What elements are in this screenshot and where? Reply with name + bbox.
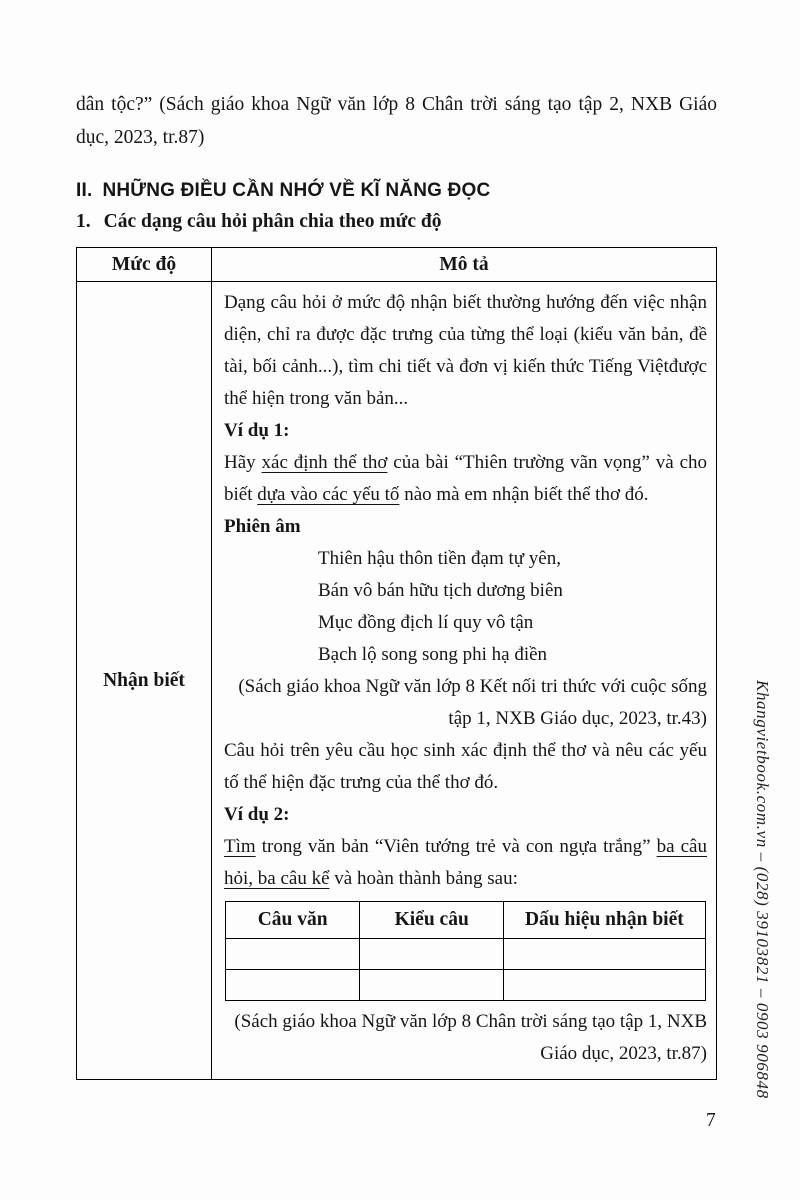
table-row <box>77 282 717 1080</box>
description-cell <box>212 282 717 1080</box>
subsection-number: 1. <box>76 211 91 232</box>
example2-label: Ví dụ 2: <box>224 804 290 825</box>
page-number: 7 <box>706 1110 716 1131</box>
analysis-text: Câu hỏi trên yêu cầu học sinh xác định thể thơ và nêu các yếu tố thể hiện đặc trưng của thể thơ đó. <box>224 740 707 793</box>
example2-text <box>224 831 707 895</box>
empty-cell <box>504 970 705 1001</box>
column-header-description: Mô tả <box>212 248 717 282</box>
empty-cell <box>360 970 504 1001</box>
sentence-types-table <box>225 901 706 1001</box>
poem-line-2: Bán vô bán hữu tịch dương biên <box>318 580 563 601</box>
poem-line-3: Mục đồng địch lí quy vô tận <box>318 612 534 633</box>
source-citation-1: (Sách giáo khoa Ngữ văn lớp 8 Kết nối tri thức với cuộc sống tập 1, NXB Giáo dục, 2023, tr.43) <box>238 676 707 729</box>
inner-column-header-type: Kiểu câu <box>360 902 504 939</box>
example1-text <box>224 447 707 511</box>
subsection-heading <box>76 211 717 233</box>
example1-post: nào mà em nhận biết thể thơ đó. <box>399 484 649 505</box>
example1-label: Ví dụ 1: <box>224 420 290 441</box>
example2-mid: trong văn bản “Viên tướng trẻ và con ngựa trắng” <box>255 836 657 857</box>
levels-table-header-row <box>77 248 717 282</box>
poem-line-4: Bạch lộ song song phi hạ điền <box>318 644 548 665</box>
description-intro: Dạng câu hỏi ở mức độ nhận biết thường hướng đến việc nhận diện, chỉ ra được đặc trưng của từng thể loại (kiểu văn bản, đề tài, bối cảnh...), tìm chi tiết và đơn vị kiến thức Tiếng Việtđược thể hiện trong văn bản... <box>224 292 707 409</box>
intro-paragraph: dân tộc?” (Sách giáo khoa Ngữ văn lớp 8 Chân trời sáng tạo tập 2, NXB Giáo dục, 2023, tr.87) <box>76 94 717 148</box>
empty-cell <box>504 939 705 970</box>
section-heading-text: NHỮNG ĐIỀU CẦN NHỚ VỀ KĨ NĂNG ĐỌC <box>102 180 491 201</box>
example1-underline-1: xác định thể thơ <box>261 452 388 473</box>
example2-post: và hoàn thành bảng sau: <box>329 868 518 889</box>
example2-underline-1: Tìm <box>224 836 256 857</box>
sentence-types-header-row <box>226 902 706 939</box>
empty-row-1 <box>226 939 706 970</box>
levels-table <box>76 247 717 1080</box>
empty-row-2 <box>226 970 706 1001</box>
page-content <box>76 88 717 1080</box>
publisher-watermark: Khangvietbook.com.vn – (028) 39103821 – 0903 906848 <box>753 680 772 1099</box>
level-cell: Nhận biết <box>77 282 212 1080</box>
example1-pre: Hãy <box>224 452 262 473</box>
column-header-level: Mức độ <box>77 248 212 282</box>
empty-cell <box>360 939 504 970</box>
phonetic-label: Phiên âm <box>224 516 301 537</box>
inner-column-header-sentence: Câu văn <box>226 902 360 939</box>
inner-column-header-sign: Dấu hiệu nhận biết <box>504 902 705 939</box>
example2-underline-2: ba câu hỏi, ba câu kể <box>224 836 707 889</box>
subsection-heading-text: Các dạng câu hỏi phân chia theo mức độ <box>103 211 442 232</box>
section-number: II. <box>76 180 93 201</box>
poem-line-1: Thiên hậu thôn tiền đạm tự yên, <box>318 548 561 569</box>
empty-cell <box>226 939 360 970</box>
example1-underline-2: dựa vào các yếu tố <box>257 484 400 505</box>
example1-mid: của bài “Thiên trường vãn vọng” và cho biết <box>224 452 707 505</box>
source-citation-2: (Sách giáo khoa Ngữ văn lớp 8 Chân trời sáng tạo tập 1, NXB Giáo dục, 2023, tr.87) <box>234 1011 707 1064</box>
empty-cell <box>226 970 360 1001</box>
section-heading <box>76 180 717 202</box>
